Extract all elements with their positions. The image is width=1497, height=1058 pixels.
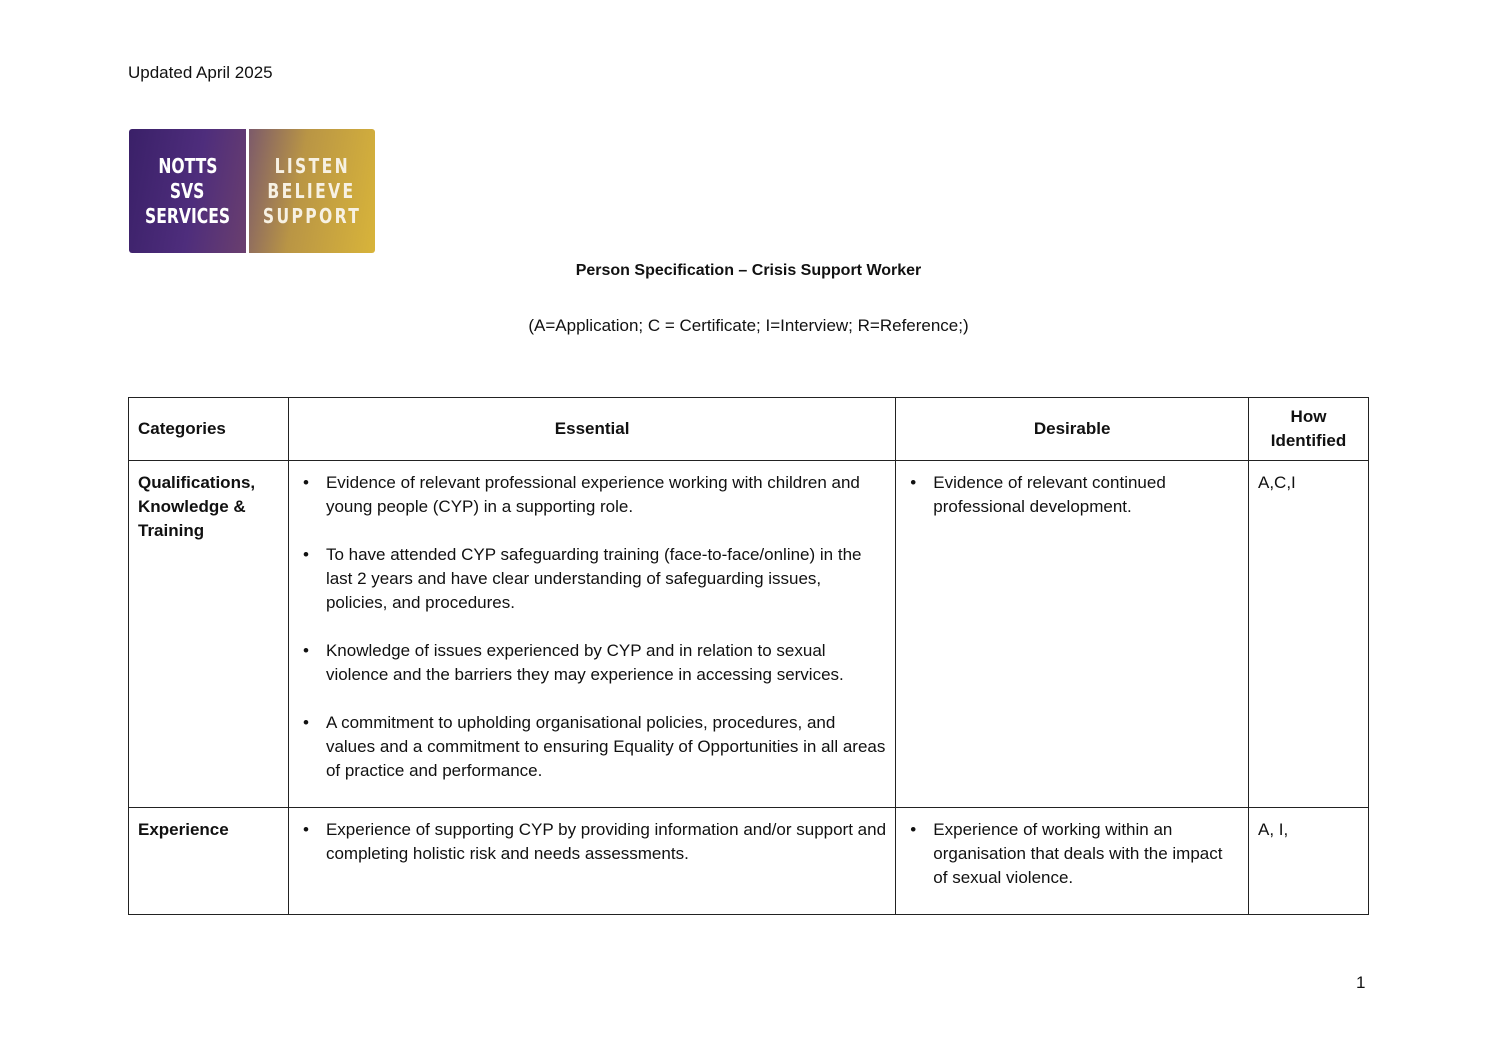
desirable-item: • Experience of working within an organisation that deals with the impact of sexual violence. [933,818,1239,890]
header-how-identified [1249,398,1369,461]
essential-cell [288,808,895,915]
essential-item: • A commitment to upholding organisational policies, procedures, and values and a commitment to ensuring Equality of Opportunities in all areas of practice and performance. [326,711,886,783]
header-how-line: Identified [1270,431,1347,450]
essential-cell [288,461,895,808]
category-cell [129,808,289,915]
category-line: Experience [138,820,229,839]
logo-text: LISTEN [274,153,350,178]
how-identified-cell: A, I, [1249,808,1369,915]
essential-item: • Experience of supporting CYP by providing information and/or support and completing holistic risk and needs assessments. [326,818,886,866]
desirable-cell [896,461,1249,808]
logo-text: BELIEVE [267,178,356,203]
table-row [129,461,1369,808]
how-identified-cell: A,C,I [1249,461,1369,808]
logo-right-panel [249,129,375,253]
updated-date: Updated April 2025 [128,63,273,82]
notts-svs-logo [129,129,375,253]
category-line: Knowledge & [138,497,246,516]
essential-item: • Knowledge of issues experienced by CYP and in relation to sexual violence and the barriers they may experience in accessing services. [326,639,886,687]
category-line: Training [138,521,205,540]
table-row [129,808,1369,915]
essential-item: • Evidence of relevant professional experience working with children and young people (CYP) in a supporting role. [326,471,886,519]
category-line: Qualifications, [138,473,256,492]
header-how-line: How [1290,407,1327,426]
logo-text: SERVICES [144,203,231,228]
logo-text: SVS [170,178,205,203]
page-number: 1 [1356,973,1366,992]
assessment-key: (A=Application; C = Certificate; I=Interview; R=Reference;) [528,316,969,335]
table-header-row [129,398,1369,461]
desirable-cell [896,808,1249,915]
logo-text: NOTTS [157,153,218,178]
header-desirable: Desirable [896,398,1249,461]
logo-text: SUPPORT [262,203,362,228]
header-essential: Essential [288,398,895,461]
person-spec-table [128,397,1369,915]
essential-item: • To have attended CYP safeguarding training (face-to-face/online) in the last 2 years and have clear understanding of safeguarding issues, policies, and procedures. [326,543,886,615]
desirable-item: • Evidence of relevant continued professional development. [933,471,1239,519]
category-cell [129,461,289,808]
logo-left-panel [129,129,249,253]
header-categories: Categories [129,398,289,461]
document-title: Person Specification – Crisis Support Worker [575,262,922,279]
